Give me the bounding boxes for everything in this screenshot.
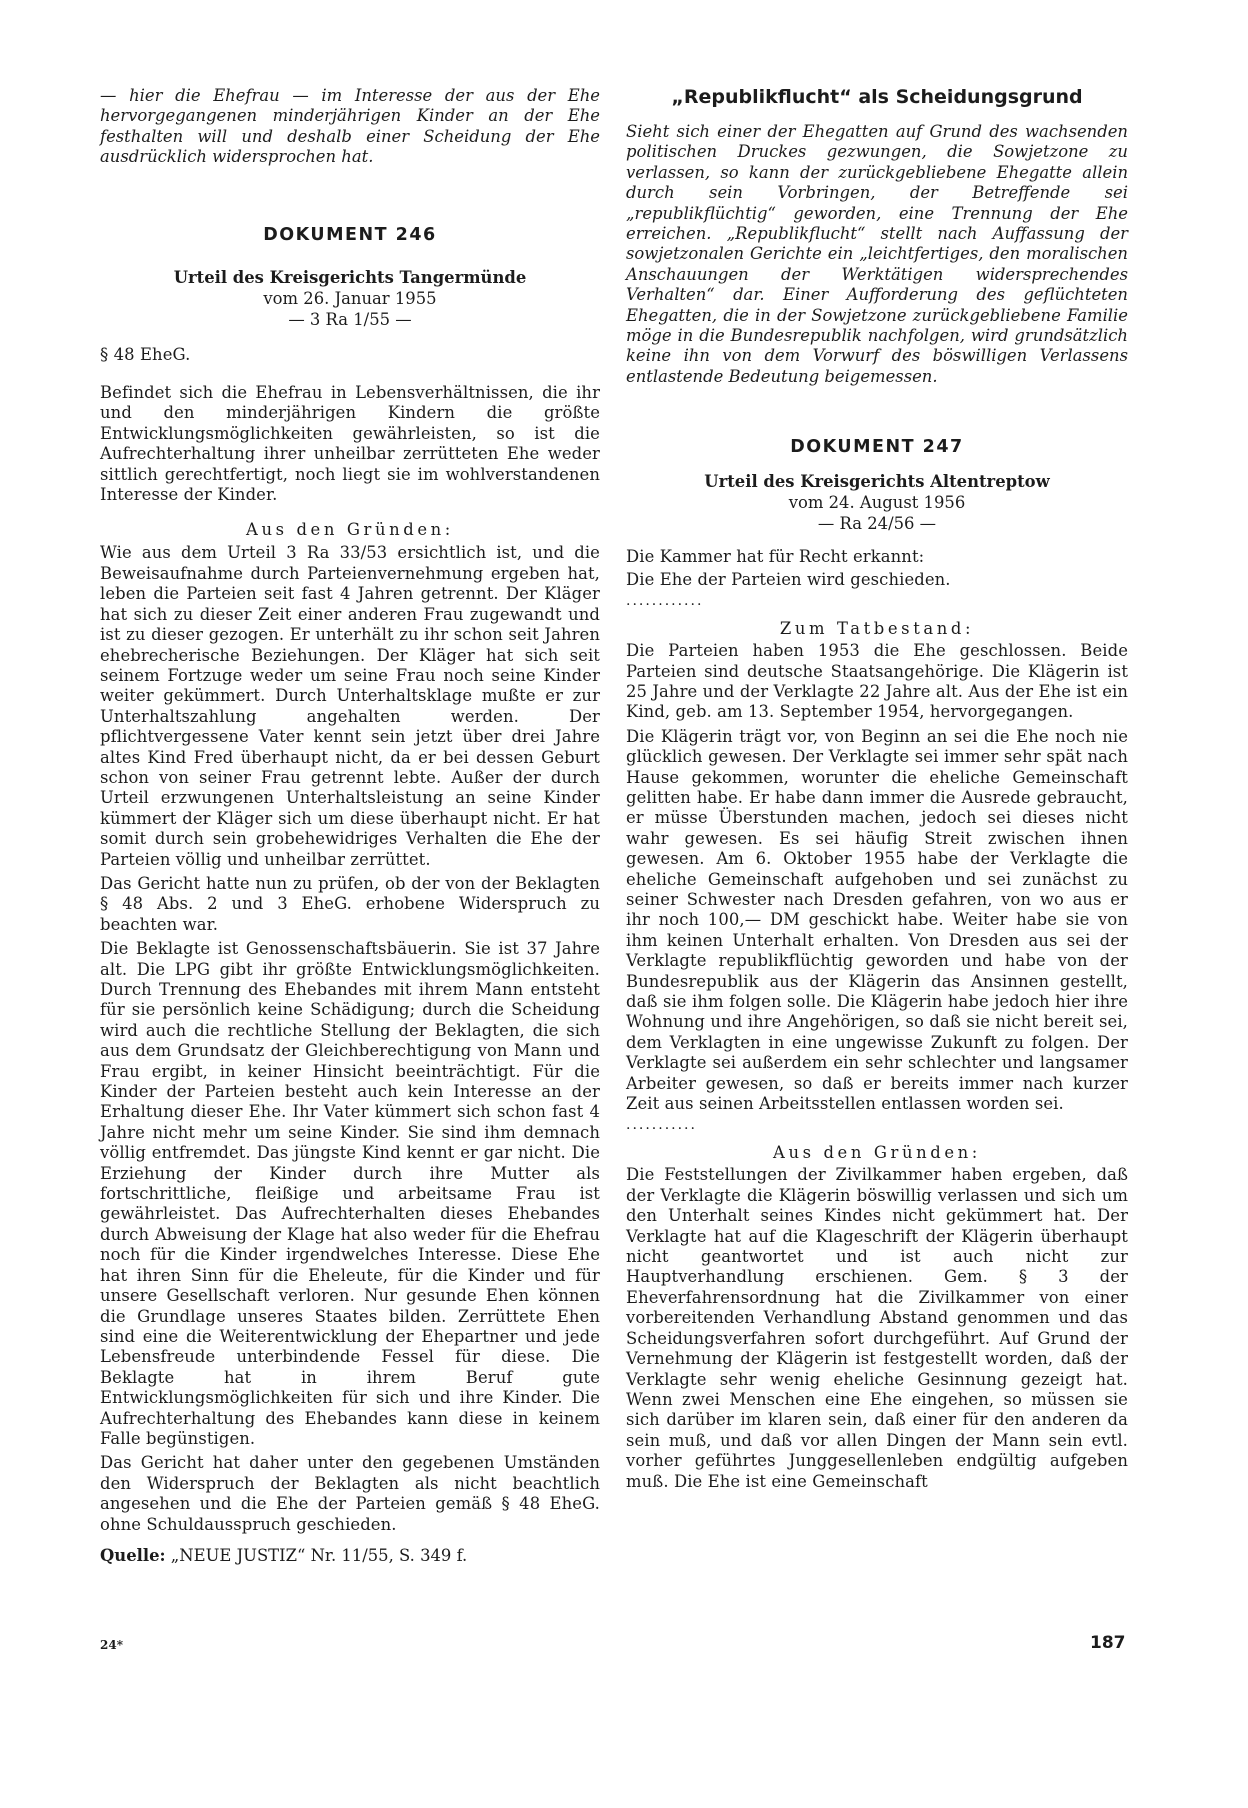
ellipsis-separator: ............ [626, 593, 704, 610]
verdict-line-1: Die Kammer hat für Recht erkannt: [626, 547, 925, 567]
court-name-246: Urteil des Kreisgerichts Tangermünde [173, 267, 527, 287]
reasons-body-247: Die Feststellungen der Zivilkammer haben ergeben, daß der Verklagte die Klägerin böswillig verlassen und sich um den Unterhalt seines Kindes nicht gekümmert hat. Der Verklagte hat auf die Klageschrift der Klägerin überhaupt nicht geantwortet und ist auch nicht zur Hauptverhandlung erschienen. Gem. § 3 der Eheverfahrensordnung hat die Zivilkammer von einer vorbereitenden Verhandlung Abstand genommen und das Scheidungsverfahren sofort durchgeführt. Auf Grund der Vernehmung der Klägerin ist festgestellt worden, daß der Verklagte sehr wenig eheliche Gesinnung gezeigt hat. Wenn zwei Menschen eine Ehe eingehen, so müssen sie sich darüber im klaren sein, daß einer für den anderen da sein muß, und daß vor allen Dingen der Mann sein evtl. vorher geführtes Junggesellenleben endgültig aufgeben muß. Die Ehe ist eine Gemeinschaft [626, 1165, 1128, 1491]
case-number-247: — Ra 24/56 — [817, 514, 937, 534]
page-number: 187 [1090, 1633, 1126, 1653]
right-column [626, 86, 1128, 1492]
facts-heading: Zum Tatbestand: [779, 619, 975, 639]
headnote-246: Befindet sich die Ehefrau in Lebensverhältnissen, die ihr und den minderjährigen Kindern die größte Entwicklungsmöglichkeiten gewährleisten, so ist die Aufrechterhaltung ihrer unheilbar zerrütteten Ehe weder sittlich gerechtfertigt, noch liegt sie im wohlverstandenen Interesse der Kinder. [100, 383, 600, 505]
law-reference: § 48 EheG. [100, 344, 191, 364]
document-246-title: DOKUMENT 246 [263, 224, 437, 245]
section-intro-text: Sieht sich einer der Ehegatten auf Grund des wachsenden politischen Druckes gezwungen, die Sowjetzone zu verlassen, so kann der zurückgebliebene Ehegatte allein durch sein Vorbringen, der Betreffende sei „republikflüchtig“ geworden, eine Trennung der Ehe erreichen. „Republikflucht“ stellt nach Auffassung der sowjetzonalen Gerichte ein „leichtfertiges, den moralischen Anschauungen der Werktätigen widersprechendes Verhalten“ dar. Einer Aufforderung des geflüchteten Ehegatten, die in der Sowjetzone zurückgebliebene Familie möge in die Bundesrepublik nachfolgen, wird grundsätzlich keine ihn von dem Vorwurf des böswilligen Verlassens entlastende Bedeutung beigemessen. [626, 122, 1128, 386]
reasons-body-246 [100, 543, 600, 1535]
reasons-paragraph: Das Gericht hat daher unter den gegebenen Umständen den Widerspruch der Beklagten als nicht beachtlich angesehen und die Ehe der Parteien gemäß § 48 EheG. ohne Schuldausspruch geschieden. [100, 1453, 600, 1534]
facts-body [626, 641, 1128, 1114]
reasons-paragraph: Das Gericht hatte nun zu prüfen, ob der von der Beklagten § 48 Abs. 2 und 3 EheG. erhobene Widerspruch zu beachten war. [100, 873, 600, 934]
reasons-heading-246: Aus den Gründen: [246, 520, 454, 540]
reasons-paragraph: Die Beklagte ist Genossenschaftsbäuerin. Sie ist 37 Jahre alt. Die LPG gibt ihr größte Entwicklungsmöglichkeiten. Durch Trennung des Ehebandes mit ihrem Mann entsteht für sie persönlich keine Schädigung; durch die Scheidung wird auch die rechtliche Stellung der Beklagten, die sich aus dem Grundsatz der Gleichberechtigung von Mann und Frau ergibt, in keiner Hinsicht beeinträchtigt. Für die Kinder der Parteien besteht auch kein Interesse an der Erhaltung dieser Ehe. Ihr Vater kümmert sich schon fast 4 Jahre nicht mehr um seine Kinder. Sie sind ihm demnach völlig entfremdet. Das jüngste Kind kennt er gar nicht. Die Erziehung der Kinder durch ihre Mutter als fortschrittliche, fleißige und arbeitsame Frau ist gewährleistet. Das Aufrechterhalten dieses Ehebandes durch Abweisung der Klage hat also weder für die Ehefrau noch für die Kinder irgendwelches Interesse. Diese Ehe hat ihren Sinn für die Eheleute, für die Kinder und für unsere Gesellschaft verloren. Nur gesunde Ehen können die Grundlage unseres Staates bilden. Zerrüttete Ehen sind eine die Weiterentwicklung der Ehepartner und jede Lebensfreude unterbindende Fessel für diese. Die Beklagte hat in ihrem Beruf gute Entwicklungsmöglichkeiten für sich und ihre Kinder. Die Aufrechterhaltung des Ehebandes kann diese in keinem Falle begünstigen. [100, 939, 600, 1448]
document-247-title: DOKUMENT 247 [790, 437, 964, 458]
ellipsis-separator: ........... [626, 1117, 697, 1134]
reasons-paragraph: Wie aus dem Urteil 3 Ra 33/53 ersichtlich ist, und die Beweisaufnahme durch Parteienvernehmung ergeben hat, leben die Parteien seit fast 4 Jahren getrennt. Der Kläger hat sich zu dieser Zeit einer anderen Frau zugewandt und ist zu dieser gezogen. Er unterhält zu ihr schon seit Jahren ehebrecherische Beziehungen. Der Kläger hat sich seit seinem Fortzuge weder um seine Frau noch seine Kinder weiter gekümmert. Durch Unterhaltsklage mußte er zur Unterhaltszahlung angehalten werden. Der pflichtvergessene Vater kennt sein jetzt über drei Jahre altes Kind Fred überhaupt nicht, da er bei dessen Geburt schon von seiner Frau getrennt lebte. Außer der durch Urteil erzwungenen Unterhaltsleistung an seine Kinder kümmert der Kläger sich um diese überhaupt nicht. Er hat somit durch sein grobehewidriges Verhalten die Ehe der Parteien völlig und unheilbar zerrüttet. [100, 543, 600, 869]
source-label: Quelle: [100, 1545, 166, 1565]
judgment-date-247: vom 24. August 1956 [788, 493, 966, 513]
court-name-247: Urteil des Kreisgerichts Altentreptow [704, 472, 1050, 492]
facts-paragraph: Die Klägerin trägt vor, von Beginn an sei die Ehe noch nie glücklich gewesen. Der Verklagte sei immer sehr spät nach Hause gekommen, worunter die eheliche Gemeinschaft gelitten habe. Er habe dann immer die Ausrede gebraucht, er müsse Überstunden machen, jedoch sei dieses nicht wahr gewesen. Es sei häufig Streit zwischen ihnen gewesen. Am 6. Oktober 1955 habe der Verklagte die eheliche Gemeinschaft aufgehoben und sei zunächst zu seiner Schwester nach Dresden gefahren, von wo aus er ihr noch 100,— DM geschickt habe. Weiter habe sie von ihm keinen Unterhalt erhalten. Von Dresden aus sei der Verklagte republikflüchtig geworden und habe von der Bundesrepublik aus der Klägerin das Ansinnen gestellt, daß sie ihm folgen solle. Die Klägerin habe jedoch hier ihre Wohnung und ihre Angehörigen, so daß sie nicht bereit sei, dem Verklagten in eine ungewisse Zukunft zu folgen. Der Verklagte sei außerdem ein sehr schlechter und langsamer Arbeiter gewesen, so daß er bereits immer nach kurzer Zeit aus seinen Arbeitsstellen entlassen worden sei. [626, 726, 1128, 1114]
reasons-heading-247: Aus den Gründen: [773, 1143, 981, 1163]
facts-paragraph: Die Parteien haben 1953 die Ehe geschlossen. Beide Parteien sind deutsche Staatsangehörige. Die Klägerin ist 25 Jahre und der Verklagte 22 Jahre alt. Aus der Ehe ist ein Kind, geb. am 13. September 1954, hervorgegangen. [626, 641, 1128, 722]
left-column [100, 86, 600, 1566]
source-line [100, 1545, 600, 1566]
judgment-date-246: vom 26. Januar 1955 [263, 288, 437, 308]
verdict-line-2: Die Ehe der Parteien wird geschieden. [626, 569, 951, 589]
case-number-246: — 3 Ra 1/55 — [288, 309, 412, 329]
source-citation: „NEUE JUSTIZ“ Nr. 11/55, S. 349 f. [170, 1545, 468, 1565]
printer-signature: 24* [100, 1638, 123, 1652]
section-heading: „Republikflucht“ als Scheidungsgrund [671, 86, 1083, 108]
left-intro-text: — hier die Ehefrau — im Interesse der aus der Ehe hervorgegangenen minderjährigen Kinder an der Ehe festhalten will und deshalb einer Scheidung der Ehe ausdrücklich widersprochen hat. [100, 86, 600, 167]
